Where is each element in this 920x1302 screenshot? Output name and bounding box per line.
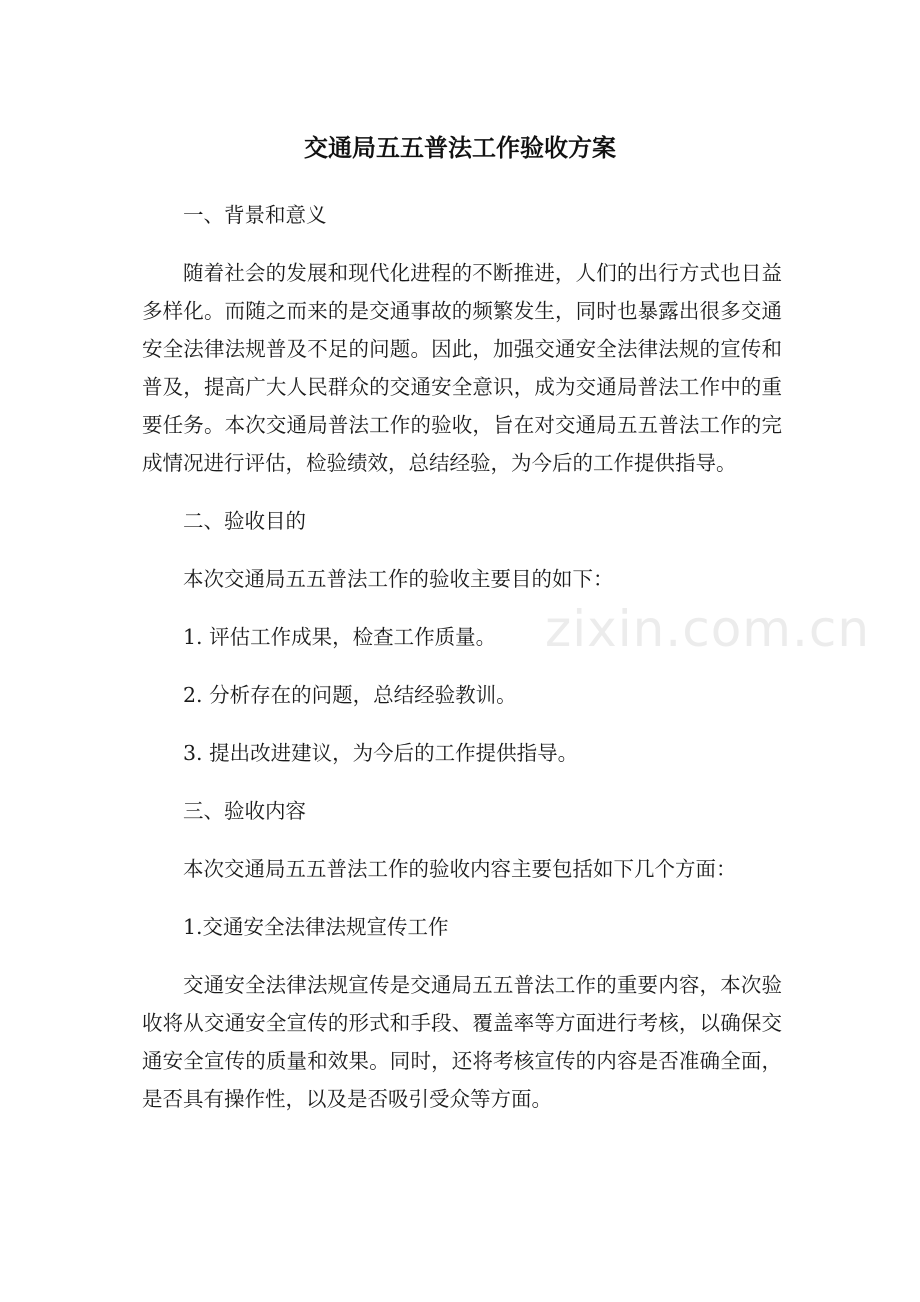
document-title: 交通局五五普法工作验收方案 [304, 134, 616, 162]
content-paragraph: 交通安全法律法规宣传是交通局五五普法工作的重要内容，本次验收将从交通安全宣传的形式和手段、覆盖率等方面进行考核，以确保交通安全宣传的质量和效果。同时，还将考核宣传的内容是否准确全面，是否具有操作性，以及是否吸引受众等方面。 [142, 973, 782, 1111]
purpose-intro: 本次交通局五五普法工作的验收主要目的如下： [183, 567, 614, 591]
purpose-item: 1. 评估工作成果，检查工作质量。 [183, 625, 497, 649]
background-paragraph: 随着社会的发展和现代化进程的不断推进，人们的出行方式也日益多样化。而随之而来的是交通事故的频繁发生，同时也暴露出很多交通安全法律法规普及不足的问题。因此，加强交通安全法律法规的宣传和普及，提高广大人民群众的交通安全意识，成为交通局普法工作中的重要任务。本次交通局普法工作的验收，旨在对交通局五五普法工作的完成情况进行评估，检验绩效，总结经验，为今后的工作提供指导。 [142, 261, 782, 475]
section-heading-background: 一、背景和意义 [183, 203, 327, 227]
content-intro: 本次交通局五五普法工作的验收内容主要包括如下几个方面： [183, 857, 737, 881]
purpose-item: 3. 提出改进建议，为今后的工作提供指导。 [183, 741, 579, 765]
document-body [142, 196, 782, 1118]
purpose-item: 2. 分析存在的问题，总结经验教训。 [183, 683, 517, 707]
watermark: zixin.com.cn [545, 600, 871, 658]
content-subheading: 1.交通安全法律法规宣传工作 [183, 915, 449, 939]
section-heading-content: 三、验收内容 [183, 799, 306, 823]
section-heading-purpose: 二、验收目的 [183, 509, 306, 533]
